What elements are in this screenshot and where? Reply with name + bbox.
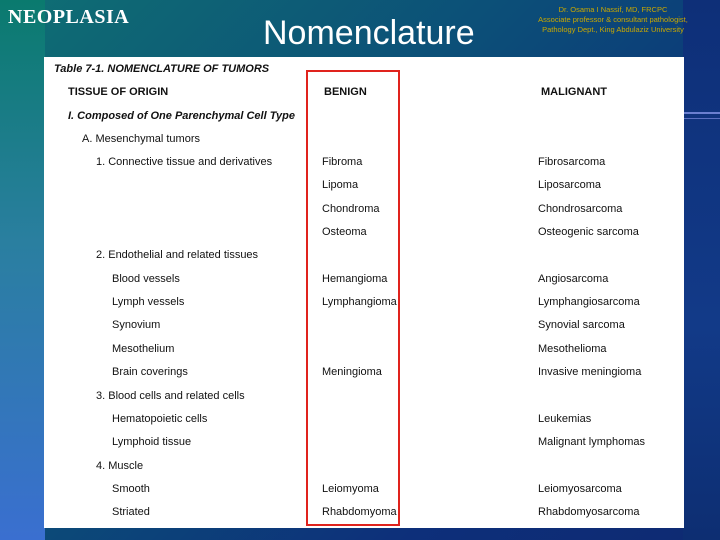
author-position: Associate professor & consultant pathologist, xyxy=(538,15,688,24)
origin-cell: Brain coverings xyxy=(112,366,188,379)
origin-cell: 4. Muscle xyxy=(96,459,144,472)
malignant-cell: Fibrosarcoma xyxy=(538,156,606,168)
benign-cell: Meningioma xyxy=(322,366,382,379)
slide-section-title: NEOPLASIA xyxy=(8,6,130,28)
origin-cell: Lymphoid tissue xyxy=(112,436,192,449)
malignant-cell: Liposarcoma xyxy=(538,179,601,192)
origin-cell: Striated xyxy=(112,506,150,519)
right-gradient-bar xyxy=(683,0,720,540)
benign-cell: Fibroma xyxy=(322,156,363,168)
origin-cell: Smooth xyxy=(112,482,150,495)
author-info xyxy=(508,5,718,35)
malignant-cell: Synovial sarcoma xyxy=(538,319,625,332)
subsection-heading: A. Mesenchymal tumors xyxy=(82,133,200,145)
origin-cell: Lymph vessels xyxy=(112,296,185,309)
slide-title: Nomenclature xyxy=(263,14,475,52)
benign-cell: Lipoma xyxy=(322,179,359,192)
benign-column-highlight xyxy=(306,70,400,526)
author-name: Dr. Osama I Nassif, MD, FRCPC xyxy=(558,5,668,14)
malignant-cell: Angiosarcoma xyxy=(538,272,609,285)
author-department: Pathology Dept., King Abdulaziz University xyxy=(542,25,684,34)
decorative-line xyxy=(683,112,720,114)
malignant-cell: Lymphangiosarcoma xyxy=(538,296,640,309)
origin-cell: Hematopoietic cells xyxy=(112,412,208,425)
left-gradient-bar xyxy=(0,0,45,540)
section-heading: I. Composed of One Parenchymal Cell Type xyxy=(68,110,295,122)
origin-cell: 1. Connective tissue and derivatives xyxy=(96,156,273,168)
decorative-line xyxy=(683,118,720,119)
malignant-cell: Leiomyosarcoma xyxy=(538,482,622,495)
origin-cell: Blood vessels xyxy=(112,272,180,285)
malignant-cell: Leukemias xyxy=(538,412,592,425)
table-title: Table 7-1. NOMENCLATURE OF TUMORS xyxy=(54,63,270,75)
benign-cell: Chondroma xyxy=(322,202,380,215)
column-header-origin: TISSUE OF ORIGIN xyxy=(68,86,169,98)
benign-cell: Hemangioma xyxy=(322,272,388,285)
benign-cell: Leiomyoma xyxy=(322,482,379,495)
origin-cell: Synovium xyxy=(112,319,161,332)
malignant-cell: Mesothelioma xyxy=(538,342,607,355)
column-header-malignant: MALIGNANT xyxy=(541,86,607,98)
origin-cell: 3. Blood cells and related cells xyxy=(96,389,245,402)
malignant-cell: Chondrosarcoma xyxy=(538,202,623,215)
origin-cell: 2. Endothelial and related tissues xyxy=(96,249,259,262)
malignant-cell: Malignant lymphomas xyxy=(538,436,645,449)
malignant-cell: Invasive meningioma xyxy=(538,366,642,379)
benign-cell: Osteoma xyxy=(322,226,367,239)
malignant-cell: Rhabdomyosarcoma xyxy=(538,506,640,519)
benign-cell: Lymphangioma xyxy=(322,296,397,309)
malignant-cell: Osteogenic sarcoma xyxy=(538,226,639,239)
origin-cell: Mesothelium xyxy=(112,342,175,355)
benign-cell: Rhabdomyoma xyxy=(322,506,397,519)
column-header-benign: BENIGN xyxy=(324,86,367,98)
